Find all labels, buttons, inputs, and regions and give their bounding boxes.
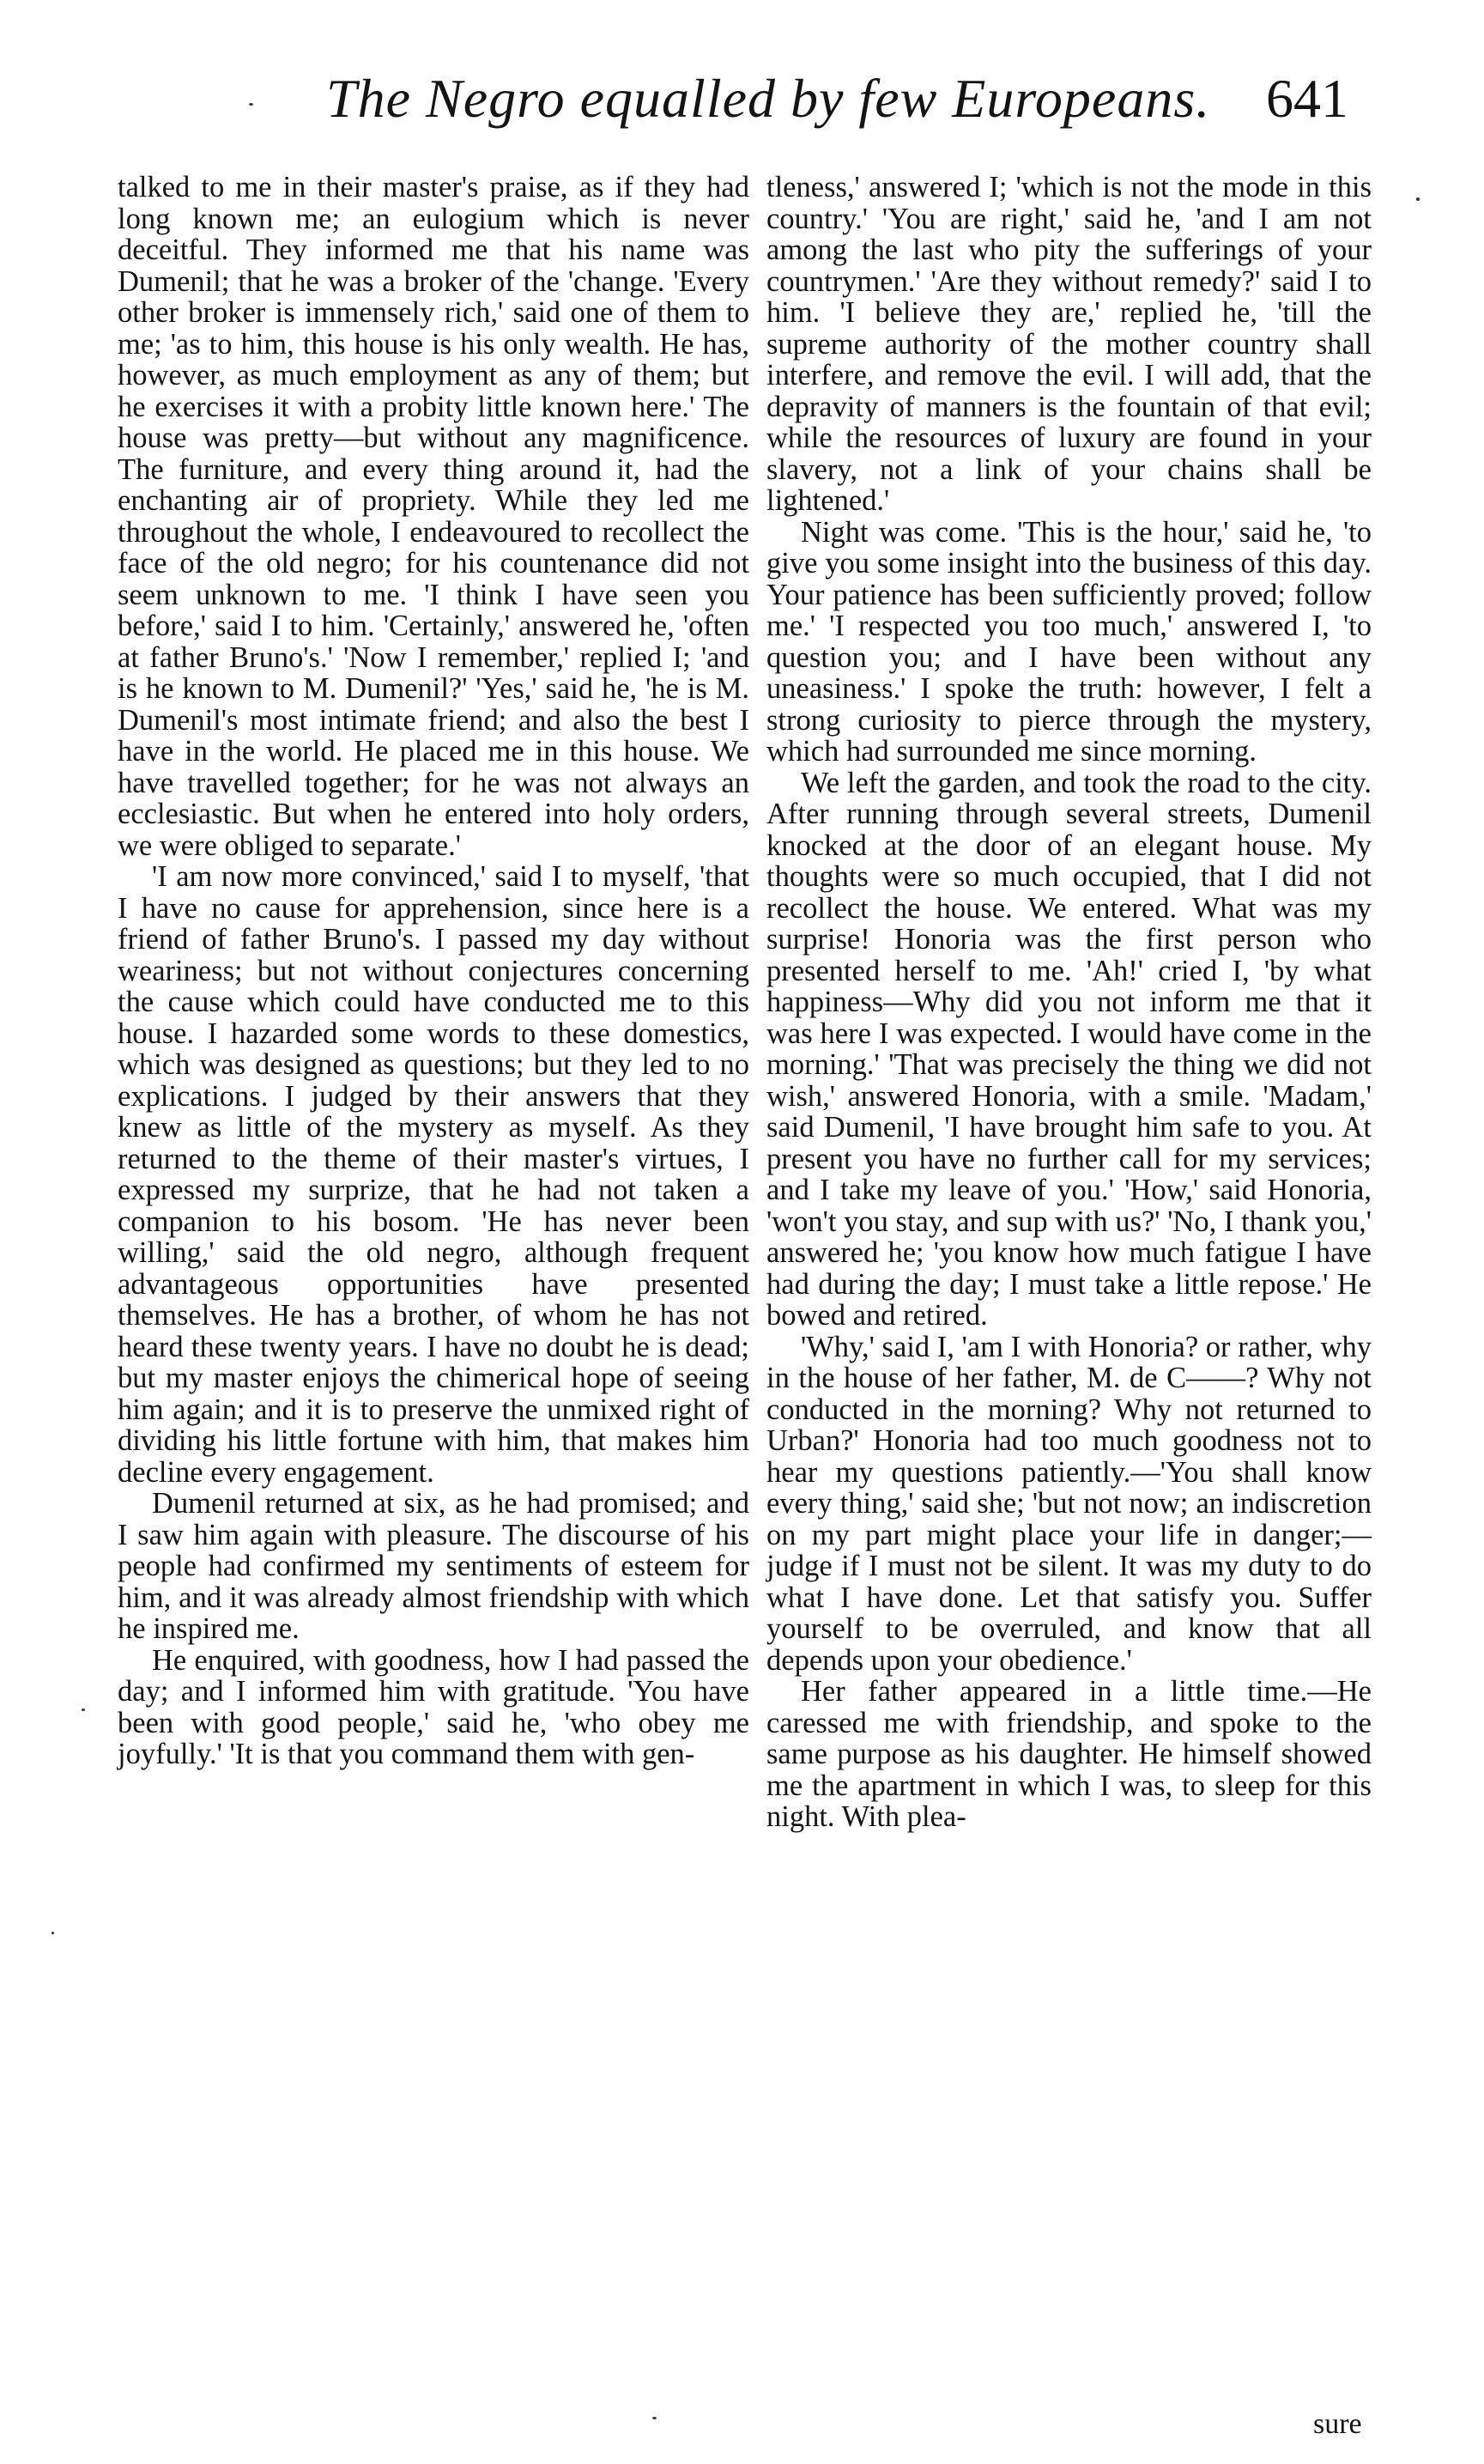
left-column [118,172,749,2421]
paragraph: talked to me in their master's praise, as if they had long known me; an eulogium which is never deceitful. They informed me that his name was Dumenil; that he was a broker of the 'change. 'Every other broker is immensely rich,' said one of them to me; 'as to him, this house is his only wealth. He has, however, as much employment as any of them; but he exercises it with a probity little known here.' The house was pretty—but without any magnificence. The furniture, and every thing around it, had the enchanting air of propriety. While they led me throughout the whole, I endeavoured to recollect the face of the old negro; for his countenance did not seem unknown to me. 'I think I have seen you before,' said I to him. 'Certainly,' answered he, 'often at father Bruno's.' 'Now I remember,' replied I; 'and is he known to M. Dumenil?' 'Yes,' said he, 'he is M. Dumenil's most intimate friend; and also the best I have in the world. He placed me in this house. We have travelled together; for he was not always an ecclesiastic. But when he entered into holy orders, we were obliged to separate.' [118,171,749,862]
scan-speck [82,1708,85,1711]
paragraph: Dumenil returned at six, as he had promised; and I saw him again with pleasure. The discourse of his people had confirmed my sentiments of esteem for him, and it was already almost friendship with which he inspired me. [118,1487,749,1645]
scan-speck [249,103,253,106]
paragraph: He enquired, with goodness, how I had passed the day; and I informed him with gratitude. 'You have been with good people,' said he, 'who obey me joyfully.' 'It is that you command them with gen- [118,1643,749,1770]
scan-speck [1416,197,1420,201]
page-header [0,67,1484,144]
paragraph: Her father appeared in a little time.—He caressed me with friendship, and spoke to the same purpose as his daughter. He himself showed me the apartment in which I was, to sleep for this night. With plea- [766,1675,1372,1833]
running-title: The Negro equalled by few Europeans. [326,68,1211,129]
paragraph: 'I am now more convinced,' said I to myself, 'that I have no cause for apprehension, since here is a friend of father Bruno's. I passed my day without weariness; but not without conjectures concerning the cause which could have conducted me to this house. I hazarded some words to these domestics, which was designed as questions; but they led to no explications. I judged by their answers that they knew as little of the mystery as myself. As they returned to the theme of their master's virtues, I expressed my surprize, that he had not taken a companion to his bosom. 'He has never been willing,' said the old negro, although frequent advantageous opportunities have presented themselves. He has a brother, of whom he has not heard these twenty years. I have no doubt he is dead; but my master enjoys the chimerical hope of seeing him again; and it is to preserve the unmixed right of dividing his little fortune with him, that makes him decline every engagement. [118,860,749,1489]
paragraph: Night was come. 'This is the hour,' said he, 'to give you some insight into the business of this day. Your patience has been sufficiently proved; follow me.' 'I respected you too much,' answered I, 'to question you; and I have been without any uneasiness.' I spoke the truth: however, I felt a strong curiosity to pierce through the mystery, which had surrounded me since morning. [766,515,1372,768]
paragraph: We left the garden, and took the road to the city. After running through several streets, Dumenil knocked at the door of an elegant house. My thoughts were so much occupied, that I did not recollect the house. We entered. What was my surprise! Honoria was the first person who presented herself to me. 'Ah!' cried I, 'by what happiness—Why did you not inform me that it was here I was expected. I would have come in the morning.' 'That was precisely the thing we did not wish,' answered Honoria, with a smile. 'Madam,' said Dumenil, 'I have brought him safe to you. At present you have no further call for my services; and I take my leave of you.' 'How,' said Honoria, 'won't you stay, and sup with us?' 'No, I thank you,' answered he; 'you know how much fatigue I have had during the day; I must take a little repose.' He bowed and retired. [766,766,1372,1332]
scan-speck [51,1932,54,1934]
paragraph: tleness,' answered I; 'which is not the mode in this country.' 'You are right,' said he, 'and I am not among the last who pity the sufferings of your countrymen.' 'Are they without remedy?' said I to him. 'I believe they are,' replied he, 'till the supreme authority of the mother country shall interfere, and remove the evil. I will add, that the depravity of manners is the fountain of that evil; while the resources of luxury are found in your slavery, not a link of your chains shall be lightened.' [766,171,1372,517]
page-number: 641 [1266,68,1348,129]
catchword: sure [1313,2408,1362,2440]
right-column [766,172,1372,2421]
paragraph: 'Why,' said I, 'am I with Honoria? or rather, why in the house of her father, M. de C——? Why not conducted in the morning? Why not returned to Urban?' Honoria had too much goodness not to hear my questions patiently.—'You shall know every thing,' said she; 'but not now; an indiscretion on my part might place your life in danger;—judge if I must not be silent. It was my duty to do what I have done. Let that satisfy you. Suffer yourself to be overruled, and know that all depends upon your obedience.' [766,1330,1372,1677]
scan-speck [652,2417,657,2419]
